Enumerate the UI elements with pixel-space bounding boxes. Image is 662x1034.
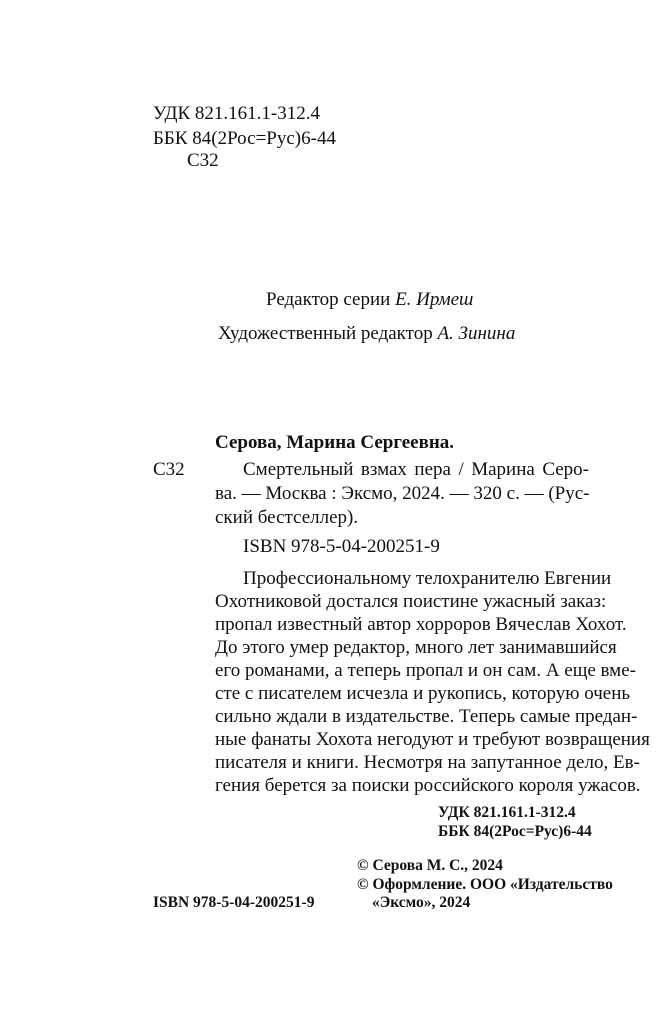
- series-editor-role: Редактор серии: [266, 289, 391, 310]
- author-heading: Серова, Марина Сергеевна.: [215, 432, 455, 453]
- catalog-author-mark: С32: [153, 459, 185, 480]
- bbk-code: ББК 84(2Рос=Рус)6-44: [153, 128, 336, 149]
- annotation-line: Охотниковой достался поистине ужасный заказ:: [215, 591, 607, 612]
- annotation-line: ные фанаты Хохота негодуют и требуют возвращения: [215, 729, 650, 750]
- art-editor-role: Художественный редактор: [218, 323, 433, 344]
- series-editor-credit: [266, 290, 473, 309]
- bib-line-1: Смертельный взмах пера / Марина Серо-: [243, 459, 589, 480]
- udk-code-bottom: УДК 821.161.1-312.4: [438, 804, 576, 821]
- copyright-publisher: «Эксмо», 2024: [372, 894, 471, 911]
- author-mark: С32: [187, 150, 219, 171]
- art-editor-credit: [218, 324, 515, 343]
- catalog-isbn: ISBN 978-5-04-200251-9: [243, 536, 440, 557]
- annotation-line: его романами, а теперь пропал и он сам. А еще вме-: [215, 660, 636, 681]
- copyright-author: © Серова М. С., 2024: [357, 857, 503, 874]
- annotation-line: писателя и книги. Несмотря на запутанное дело, Ев-: [215, 752, 640, 773]
- series-editor-name: Е. Ирмеш: [395, 289, 474, 310]
- bib-line-3: ский бестселлер).: [215, 507, 359, 528]
- isbn-footer: ISBN 978-5-04-200251-9: [153, 894, 315, 911]
- bbk-code-bottom: ББК 84(2Рос=Рус)6-44: [438, 823, 592, 840]
- annotation-line: пропал известный автор хорроров Вячеслав Хохот.: [215, 614, 627, 635]
- art-editor-name: А. Зинина: [437, 323, 516, 344]
- annotation-line: До этого умер редактор, много лет занимавшийся: [215, 637, 617, 658]
- annotation-line: сильно ждали в издательстве. Теперь самые предан-: [215, 706, 638, 727]
- udk-code: УДК 821.161.1-312.4: [153, 103, 320, 124]
- annotation-line: Профессиональному телохранителю Евгении: [243, 568, 612, 589]
- annotation-line: сте с писателем исчезла и рукопись, которую очень: [215, 683, 631, 704]
- bib-line-2: ва. — Москва : Эксмо, 2024. — 320 с. — (Рус-: [215, 483, 590, 504]
- copyright-design: © Оформление. ООО «Издательство: [357, 876, 613, 893]
- annotation-line: гения берется за поиски российского короля ужасов.: [215, 775, 641, 796]
